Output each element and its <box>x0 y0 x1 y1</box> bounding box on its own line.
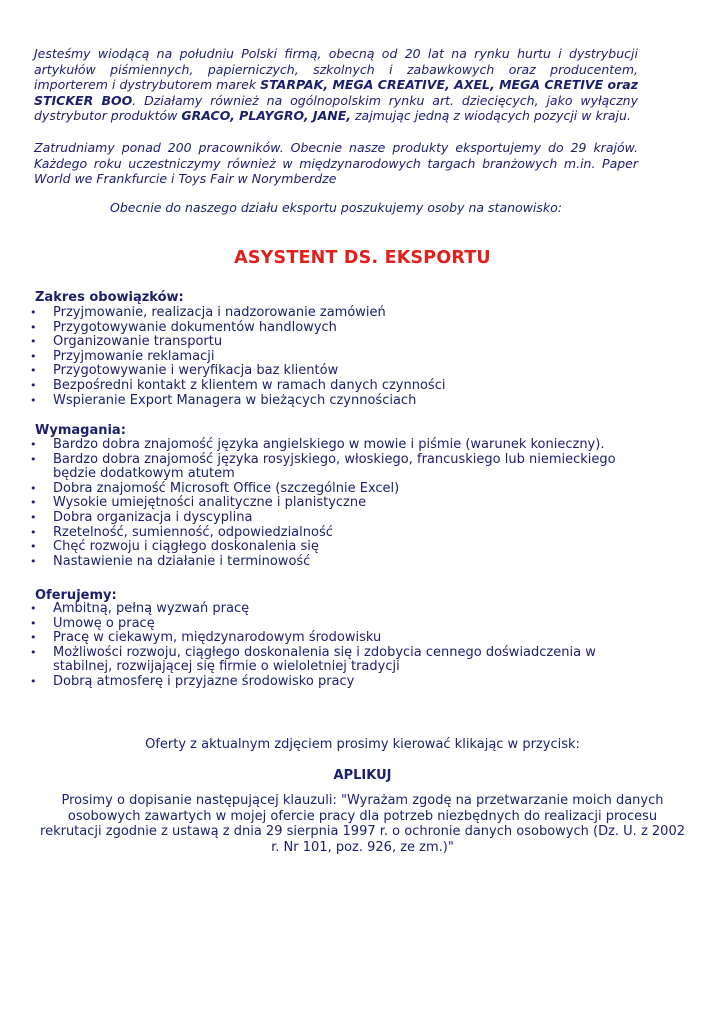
list-item: • Przyjmowanie reklamacji <box>0 350 640 365</box>
intro-text-part2: . Działamy również na ogólnopolskim rynku art. dziecięcych, jako wyłączny dystrybutor produktów <box>34 92 638 124</box>
requirements-list <box>0 438 640 569</box>
list-item: • Wspieranie Export Managera w bieżących czynnościach <box>0 394 640 409</box>
intro-brands-distributed: GRACO, PLAYGRO, JANE, <box>181 108 352 124</box>
apply-instruction: Oferty z aktualnym zdjęciem prosimy kierować klikając w przycisk: <box>145 737 580 752</box>
list-item: • Rzetelność, sumienność, odpowiedzialność <box>0 526 640 541</box>
list-item: • Przygotowywanie dokumentów handlowych <box>0 321 640 336</box>
list-item: • Wysokie umiejętności analityczne i planistyczne <box>0 496 640 511</box>
list-item: • Możliwości rozwoju, ciągłego doskonalenia się i zdobycia cennego doświadczenia w stabilnej, rozwijającej się firmie o wieloletniej tradycji <box>0 646 640 675</box>
list-item: • Ambitną, pełną wyzwań pracę <box>0 602 640 617</box>
list-item: • Bardzo dobra znajomość języka angielskiego w mowie i piśmie (warunek konieczny). <box>0 438 640 453</box>
list-item: • Dobra organizacja i dyscyplina <box>0 511 640 526</box>
list-item: • Organizowanie transportu <box>0 335 640 350</box>
intro-text-part1: Jesteśmy wiodącą na południu Polski firmą, obecną od 20 lat na rynku hurtu i dystrybucji artykułów piśmiennych, papierniczych, szkolnych i zabawkowych oraz producentem, importerem i dystrybutorem marek <box>34 46 638 93</box>
list-item: • Bezpośredni kontakt z klientem w ramach danych czynności <box>0 379 640 394</box>
apply-button[interactable]: APLIKUJ <box>333 768 392 783</box>
duties-list <box>0 306 640 408</box>
list-item: • Przyjmowanie, realizacja i nadzorowanie zamówień <box>0 306 640 321</box>
list-item: • Dobrą atmosferę i przyjazne środowisko pracy <box>0 675 640 690</box>
duties-heading: Zakres obowiązków: <box>35 290 184 305</box>
company-intro-paragraph <box>34 46 638 124</box>
intro-brands-own: STARPAK, MEGA CREATIVE, AXEL, MEGA CRETIVE oraz STICKER BOO <box>34 77 638 108</box>
list-item: • Pracę w ciekawym, międzynarodowym środowisku <box>0 631 640 646</box>
list-item: • Przygotowywanie i weryfikacja baz klientów <box>0 364 640 379</box>
list-item: • Nastawienie na działanie i terminowość <box>0 555 640 570</box>
intro-text-part3: zajmując jedną z wiodących pozycji w kraju. <box>351 108 631 124</box>
list-item: • Chęć rozwoju i ciągłego doskonalenia się <box>0 540 640 555</box>
requirements-heading: Wymagania: <box>35 423 126 438</box>
list-item: • Bardzo dobra znajomość języka rosyjskiego, włoskiego, francuskiego lub niemieckiego będzie dodatkowym atutem <box>0 453 640 482</box>
consent-clause: Prosimy o dopisanie następującej klauzuli: "Wyrażam zgodę na przetwarzanie moich danych osobowych zawartych w mojej ofercie pracy dla potrzeb niezbędnych do realizacji procesu rekrutacji zgodnie z ustawą z dnia 29 sierpnia 1997 r. o ochronie danych osobowych (Dz. U. z 2002 r. Nr 101, poz. 926, ze zm.)" <box>40 793 685 855</box>
company-employees-paragraph: Zatrudniamy ponad 200 pracowników. Obecnie nasze produkty eksportujemy do 29 krajów. Każdego roku uczestniczymy również w międzynarodowych targach branżowych m.in. Paper World we Frankfurcie i Toys Fair w Norymberdze <box>34 140 638 187</box>
list-item: • Umowę o pracę <box>0 617 640 632</box>
position-lead-text: Obecnie do naszego działu eksportu poszukujemy osoby na stanowisko: <box>110 200 562 215</box>
list-item: • Dobra znajomość Microsoft Office (szczególnie Excel) <box>0 482 640 497</box>
offer-heading: Oferujemy: <box>35 588 117 603</box>
offer-list <box>0 602 640 690</box>
job-title: ASYSTENT DS. EKSPORTU <box>234 248 491 268</box>
